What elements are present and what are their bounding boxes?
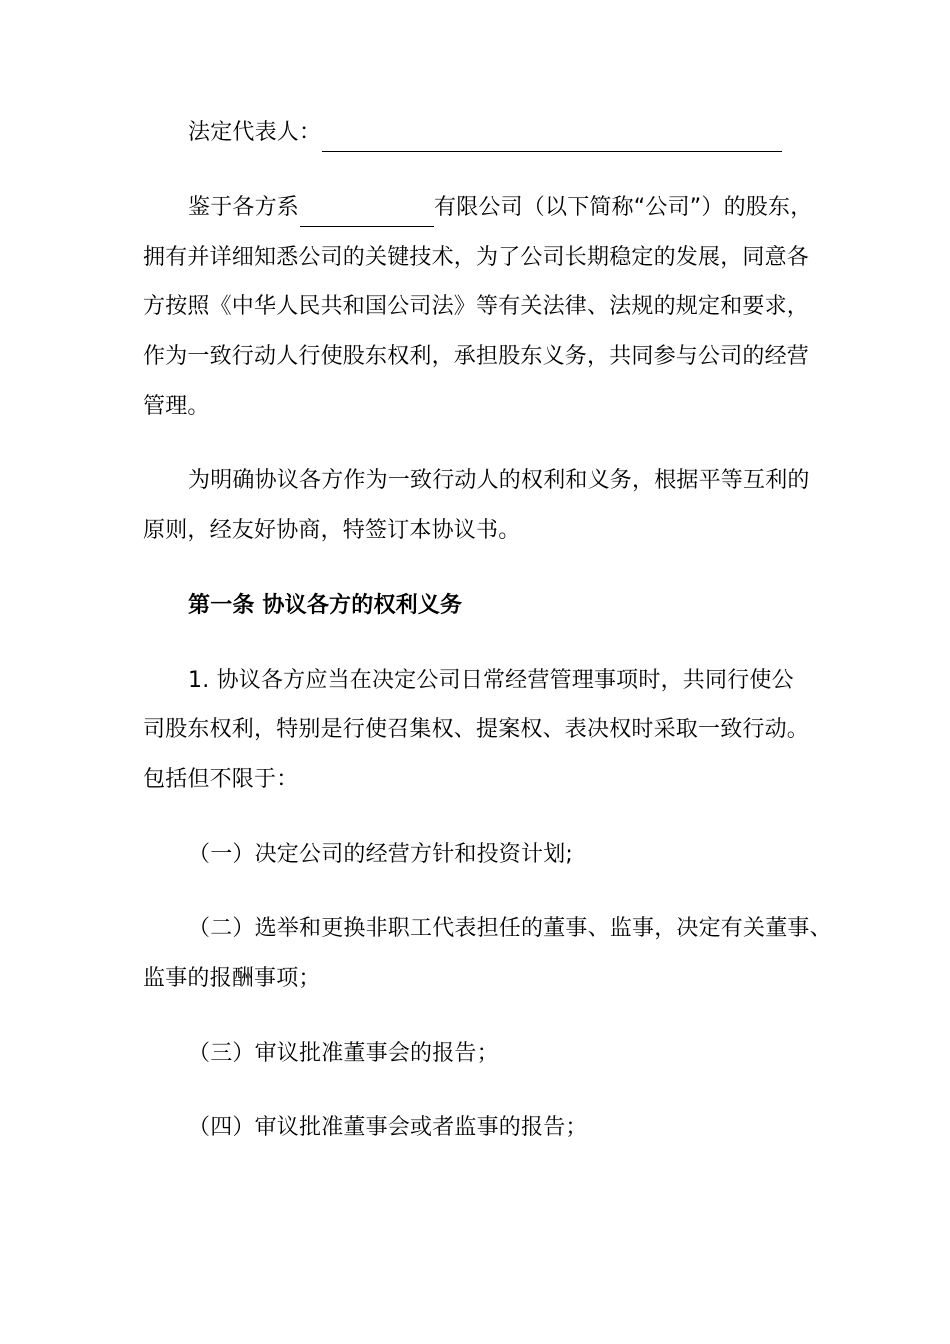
legal-representative-label: 法定代表人： bbox=[188, 120, 322, 145]
preamble-line-1b: 有限公司（以下简称“公司”）的股东， bbox=[434, 195, 813, 220]
purpose-line-1: 为明确协议各方作为一致行动人的权利和义务，根据平等互利的 bbox=[188, 468, 810, 493]
legal-representative-blank bbox=[322, 151, 782, 152]
clause-1-line-3: 包括但不限于： bbox=[143, 767, 299, 792]
item-1: （一）决定公司的经营方针和投资计划; bbox=[188, 842, 574, 867]
item-2-line-2: 监事的报酬事项； bbox=[143, 966, 321, 991]
preamble-line-3: 方按照《中华人民共和国公司法》等有关法律、法规的规定和要求， bbox=[143, 294, 810, 319]
article-1-heading: 第一条 协议各方的权利义务 bbox=[188, 593, 463, 618]
purpose-line-2: 原则，经友好协商，特签订本协议书。 bbox=[143, 518, 521, 543]
preamble-line-5: 管理。 bbox=[143, 394, 210, 419]
clause-1-line-1: 1. 协议各方应当在决定公司日常经营管理事项时，共同行使公 bbox=[188, 668, 794, 693]
item-3: （三）审议批准董事会的报告； bbox=[188, 1041, 499, 1066]
preamble-line-1a: 鉴于各方系 bbox=[188, 195, 300, 220]
clause-1-line-2: 司股东权利，特别是行使召集权、提案权、表决权时采取一致行动。 bbox=[143, 717, 810, 742]
preamble-line-4: 作为一致行动人行使股东权利，承担股东义务，共同参与公司的经营 bbox=[143, 344, 810, 369]
company-name-blank bbox=[300, 226, 434, 227]
item-4: （四）审议批准董事会或者监事的报告； bbox=[188, 1115, 588, 1140]
preamble-line-2: 拥有并详细知悉公司的关键技术，为了公司长期稳定的发展，同意各 bbox=[143, 245, 810, 270]
item-2-line-1: （二）选举和更换非职工代表担任的董事、监事，决定有关董事、 bbox=[188, 916, 832, 941]
